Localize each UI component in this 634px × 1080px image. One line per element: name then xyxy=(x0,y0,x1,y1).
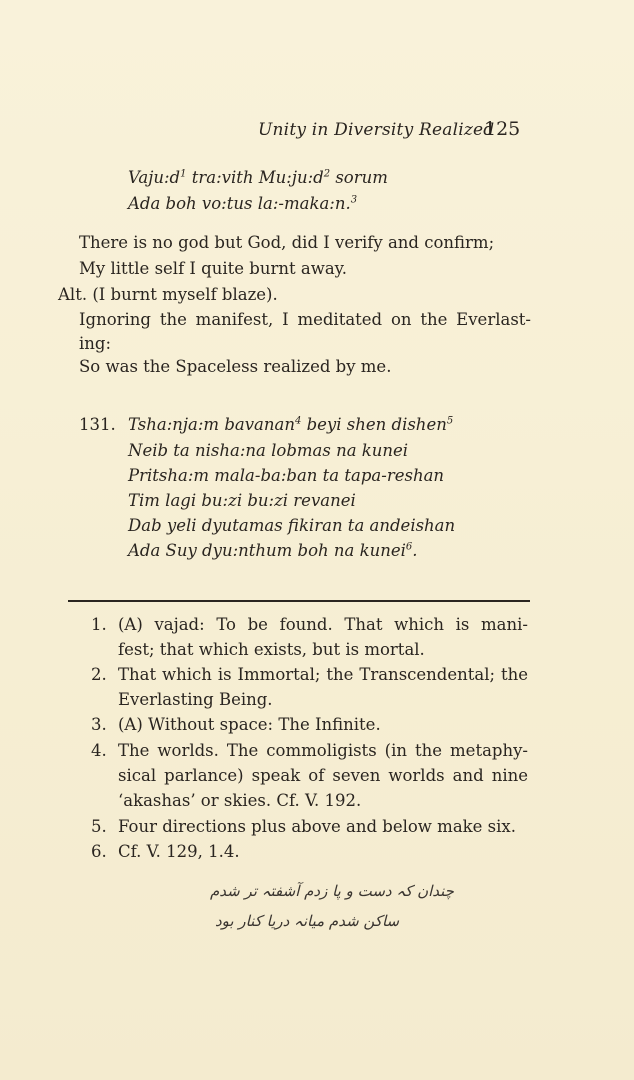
handwriting-line-1: چندان کہ دست و پا زدم آشفتہ تر شدم xyxy=(210,882,454,900)
handwritten-couplet xyxy=(50,870,454,940)
footnote-number: 6. xyxy=(91,842,107,861)
footnote-number: 2. xyxy=(91,665,107,684)
footnote-line: The worlds. The commoligists (in the metaphy- xyxy=(118,741,528,760)
footnote-line: (A) Without space: The Infinite. xyxy=(118,715,381,734)
footnote-line: (A) vajad: To be found. That which is mani- xyxy=(118,615,528,634)
stanza-line: Ada Suy dyu:nthum boh na kunei$^6$. xyxy=(128,541,418,560)
footnote-line: Everlasting Being. xyxy=(118,690,273,709)
translation-line: Alt. (I burnt myself blaze). xyxy=(58,285,278,304)
footnote-number: 3. xyxy=(91,715,107,734)
translation-line: There is no god but God, did I verify and confirm; xyxy=(79,233,495,252)
footnote-line: fest; that which exists, but is mortal. xyxy=(118,640,425,659)
stanza-line: Neib ta nisha:na lobmas na kunei xyxy=(128,441,409,460)
footnote-line: sical parlance) speak of seven worlds and nine xyxy=(118,766,528,785)
footnote-number: 5. xyxy=(91,817,107,836)
translation-line: Ignoring the manifest, I meditated on the Everlast- xyxy=(79,310,531,329)
running-header: Unity in Diversity Realized xyxy=(258,120,495,140)
footnote-divider xyxy=(68,600,530,602)
stanza-number: 131. xyxy=(79,415,116,434)
verse-line-2: Ada boh vo:tus la:-maka:n.$^3$ xyxy=(128,194,358,213)
verse-line-1: $Vaju:d^1$ tra:vith $Mu:ju:d^2$ sorum xyxy=(128,168,388,187)
stanza-line: Tim lagi bu:zi bu:zi revanei xyxy=(128,491,356,510)
translation-line: ing: xyxy=(79,334,112,353)
stanza-line: Pritsha:m mala-ba:ban ta tapa-reshan xyxy=(128,466,445,485)
stanza-line: Tsha:nja:m bavanan$^4$ beyi shen dishen$^5$ xyxy=(128,415,454,434)
translation-line: My little self I quite burnt away. xyxy=(79,259,348,278)
footnote-number: 1. xyxy=(91,615,107,634)
footnote-line: ‘akashas’ or skies. Cf. V. 192. xyxy=(118,791,362,810)
footnote-line: Four directions plus above and below make six. xyxy=(118,817,516,836)
page-number: 125 xyxy=(484,118,521,140)
footnote-line: That which is Immortal; the Transcendental; the xyxy=(118,665,528,684)
translation-line: So was the Spaceless realized by me. xyxy=(79,357,392,376)
handwriting-line-2: ساکن شدم میانہ دریا کنار بود xyxy=(215,912,400,930)
footnote-number: 4. xyxy=(91,741,107,760)
stanza-line: Dab yeli dyutamas fikiran ta andeishan xyxy=(128,516,456,535)
footnote-line: Cf. V. 129, 1.4. xyxy=(118,842,240,861)
